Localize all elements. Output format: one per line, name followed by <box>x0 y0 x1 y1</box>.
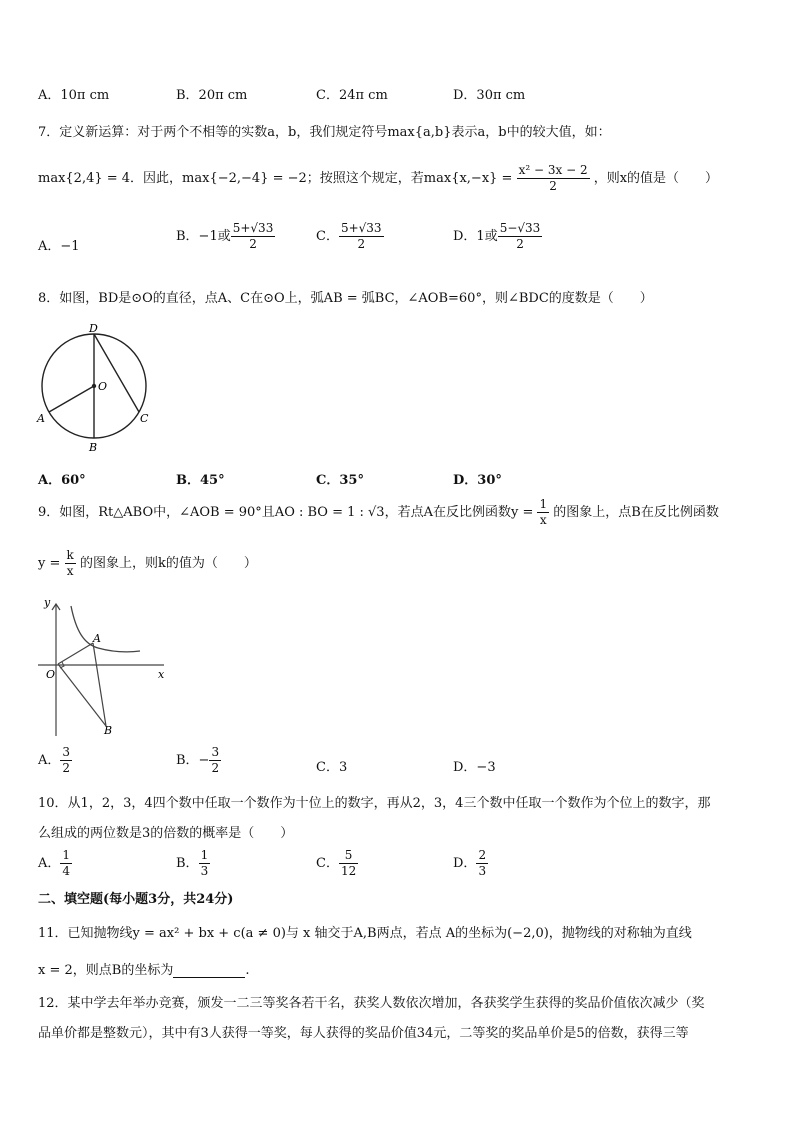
q8-center-dot <box>92 384 96 388</box>
q9-stem-part-b: 的图象上，点B在反比例函数 <box>553 505 719 520</box>
q10-option-d-prefix: D． <box>453 856 477 871</box>
q12-stem-line2: 品单价都是整数元），其中有3人获得一等奖，每人获得的奖品价值34元，二等奖的奖品单价是5的倍数，获得三等 <box>38 1026 689 1041</box>
q7-option-c <box>316 221 384 252</box>
q7-stem-line2 <box>38 163 718 194</box>
q10-option-c-num: 5 <box>339 848 358 864</box>
q11-stem-part-a: x = 2，则点B的坐标为 <box>38 963 174 978</box>
q9-segment-ob <box>58 664 106 726</box>
q7-frac-den: 2 <box>549 179 557 193</box>
q7-option-c-prefix: C． <box>316 229 339 244</box>
q7-stem-part-b: ，则x的值是（ ） <box>593 171 719 186</box>
q8-label-b: B <box>89 441 98 454</box>
q10-option-d-den: 3 <box>478 864 487 878</box>
q9-stem-part-a: 9．如图，Rt△ABO中，∠AOB = 90°且AO : BO = 1 : √3，若点A在反比例函数y = <box>38 505 534 520</box>
q9-stem-line1 <box>38 497 719 528</box>
q9-graph-figure <box>36 596 168 740</box>
q7-frac-num: x² − 3x − 2 <box>518 163 588 177</box>
q7-option-a: A．−1 <box>38 239 80 254</box>
q10-option-b-num: 1 <box>200 848 209 862</box>
q7-option-d-num: 5−√33 <box>499 221 541 235</box>
q10-option-b <box>176 848 210 879</box>
q7-option-b-den: 2 <box>249 237 257 251</box>
q9-option-a <box>38 745 72 776</box>
q8-option-d: D．30° <box>453 473 502 488</box>
q9-frac2-den: x <box>66 564 74 578</box>
q9-option-a-prefix: A． <box>38 753 61 768</box>
q10-option-d-num: 2 <box>478 848 487 862</box>
q9-option-d: D．−3 <box>453 760 496 775</box>
q10-option-c-den: 12 <box>340 864 357 878</box>
q9-option-b-num: 3 <box>211 745 220 759</box>
q8-label-a: A <box>37 412 45 425</box>
q8-radius-oa <box>49 386 94 412</box>
q9-label-y: y <box>44 596 51 609</box>
q7-option-b <box>176 221 275 252</box>
q11-stem-line2 <box>38 959 249 978</box>
q7-stem-line1: 7．定义新运算：对于两个不相等的实数a，b，我们规定符号max{a,b}表示a，b中的较大值，如： <box>38 125 611 140</box>
q10-option-a-num: 1 <box>62 848 71 862</box>
q7-option-b-prefix: B．−1或 <box>176 229 231 244</box>
q7-option-c-den: 2 <box>357 237 366 251</box>
q9-option-b <box>176 745 221 776</box>
q7-option-b-num: 5+√33 <box>232 221 274 235</box>
q9-segment-oa <box>58 643 93 664</box>
q8-circle-figure <box>32 318 158 454</box>
q7-option-c-num: 5+√33 <box>340 221 382 235</box>
q8-label-o: O <box>98 380 108 393</box>
q9-stem-part-c: y = <box>38 556 61 571</box>
q10-option-b-den: 3 <box>200 864 209 878</box>
q10-stem-line2: 么组成的两位数是3的倍数的概率是（ ） <box>38 826 294 841</box>
q9-label-b: B <box>104 724 113 737</box>
q10-option-a-prefix: A． <box>38 856 61 871</box>
q8-label-c: C <box>140 412 149 425</box>
q7-stem-fraction <box>517 163 590 194</box>
q10-option-c <box>316 848 358 879</box>
q9-option-b-den: 2 <box>211 761 220 775</box>
q7-option-d-den: 2 <box>516 237 524 251</box>
q12-stem-line1: 12．某中学去年举办竞赛，颁发一二三等奖各若干名，获奖人数依次增加，各获奖学生获得的奖品价值依次减少（奖 <box>38 996 705 1011</box>
q8-label-d: D <box>89 322 98 335</box>
q11-stem-part-b: . <box>245 963 250 978</box>
q9-hyperbola <box>71 606 140 652</box>
q10-option-b-prefix: B． <box>176 856 199 871</box>
q8-option-b: B．45° <box>176 473 225 488</box>
q9-frac2-num: k <box>66 548 74 562</box>
q11-stem-line1: 11．已知抛物线y = ax² + bx + c(a ≠ 0)与 x 轴交于A,B两点，若点 A的坐标为(−2,0)，抛物线的对称轴为直线 <box>38 926 692 941</box>
q10-option-a <box>38 848 72 879</box>
q7-option-d <box>453 221 542 252</box>
q9-option-c: C．3 <box>316 760 348 775</box>
q9-option-b-prefix: B．− <box>176 753 210 768</box>
q9-frac1-den: x <box>539 513 547 527</box>
q9-segment-ab <box>93 643 106 726</box>
q9-stem-line2 <box>38 548 257 579</box>
q9-frac1-num: 1 <box>539 497 548 511</box>
q10-stem-line1: 10．从1，2，3，4四个数中任取一个数作为十位上的数字，再从2，3，4三个数中任取一个数作为个位上的数字，那 <box>38 796 711 811</box>
q8-option-c: C．35° <box>316 473 364 488</box>
q8-stem: 8．如图，BD是⊙O的直径，点A、C在⊙O上，弧AB = 弧BC，∠AOB=60°，则∠BDC的度数是（ ） <box>38 291 653 306</box>
q6-option-b: B．20π cm <box>176 88 248 103</box>
q9-option-a-den: 2 <box>62 761 71 775</box>
q9-label-o: O <box>46 668 56 681</box>
q9-option-a-num: 3 <box>62 745 71 759</box>
q6-option-d: D．30π cm <box>453 88 526 103</box>
q8-option-a: A．60° <box>38 473 86 488</box>
q10-option-a-den: 4 <box>62 864 71 878</box>
q11-answer-blank <box>173 965 245 978</box>
q9-label-x: x <box>158 668 165 681</box>
q9-stem-part-d: 的图象上，则k的值为（ ） <box>79 556 257 571</box>
q6-option-a: A．10π cm <box>38 88 110 103</box>
section-heading-fill-in: 二、填空题(每小题3分，共24分) <box>38 892 234 907</box>
q6-option-c: C．24π cm <box>316 88 388 103</box>
q7-stem-part-a: max{2,4} = 4．因此，max{−2,−4} = −2；按照这个规定，若max{x,−x} = <box>38 171 513 186</box>
q9-label-a: A <box>93 632 101 645</box>
q10-option-d <box>453 848 488 879</box>
q10-option-c-prefix: C． <box>316 856 339 871</box>
q8-chord-dc <box>94 334 139 412</box>
q7-option-d-prefix: D．1或 <box>453 229 498 244</box>
